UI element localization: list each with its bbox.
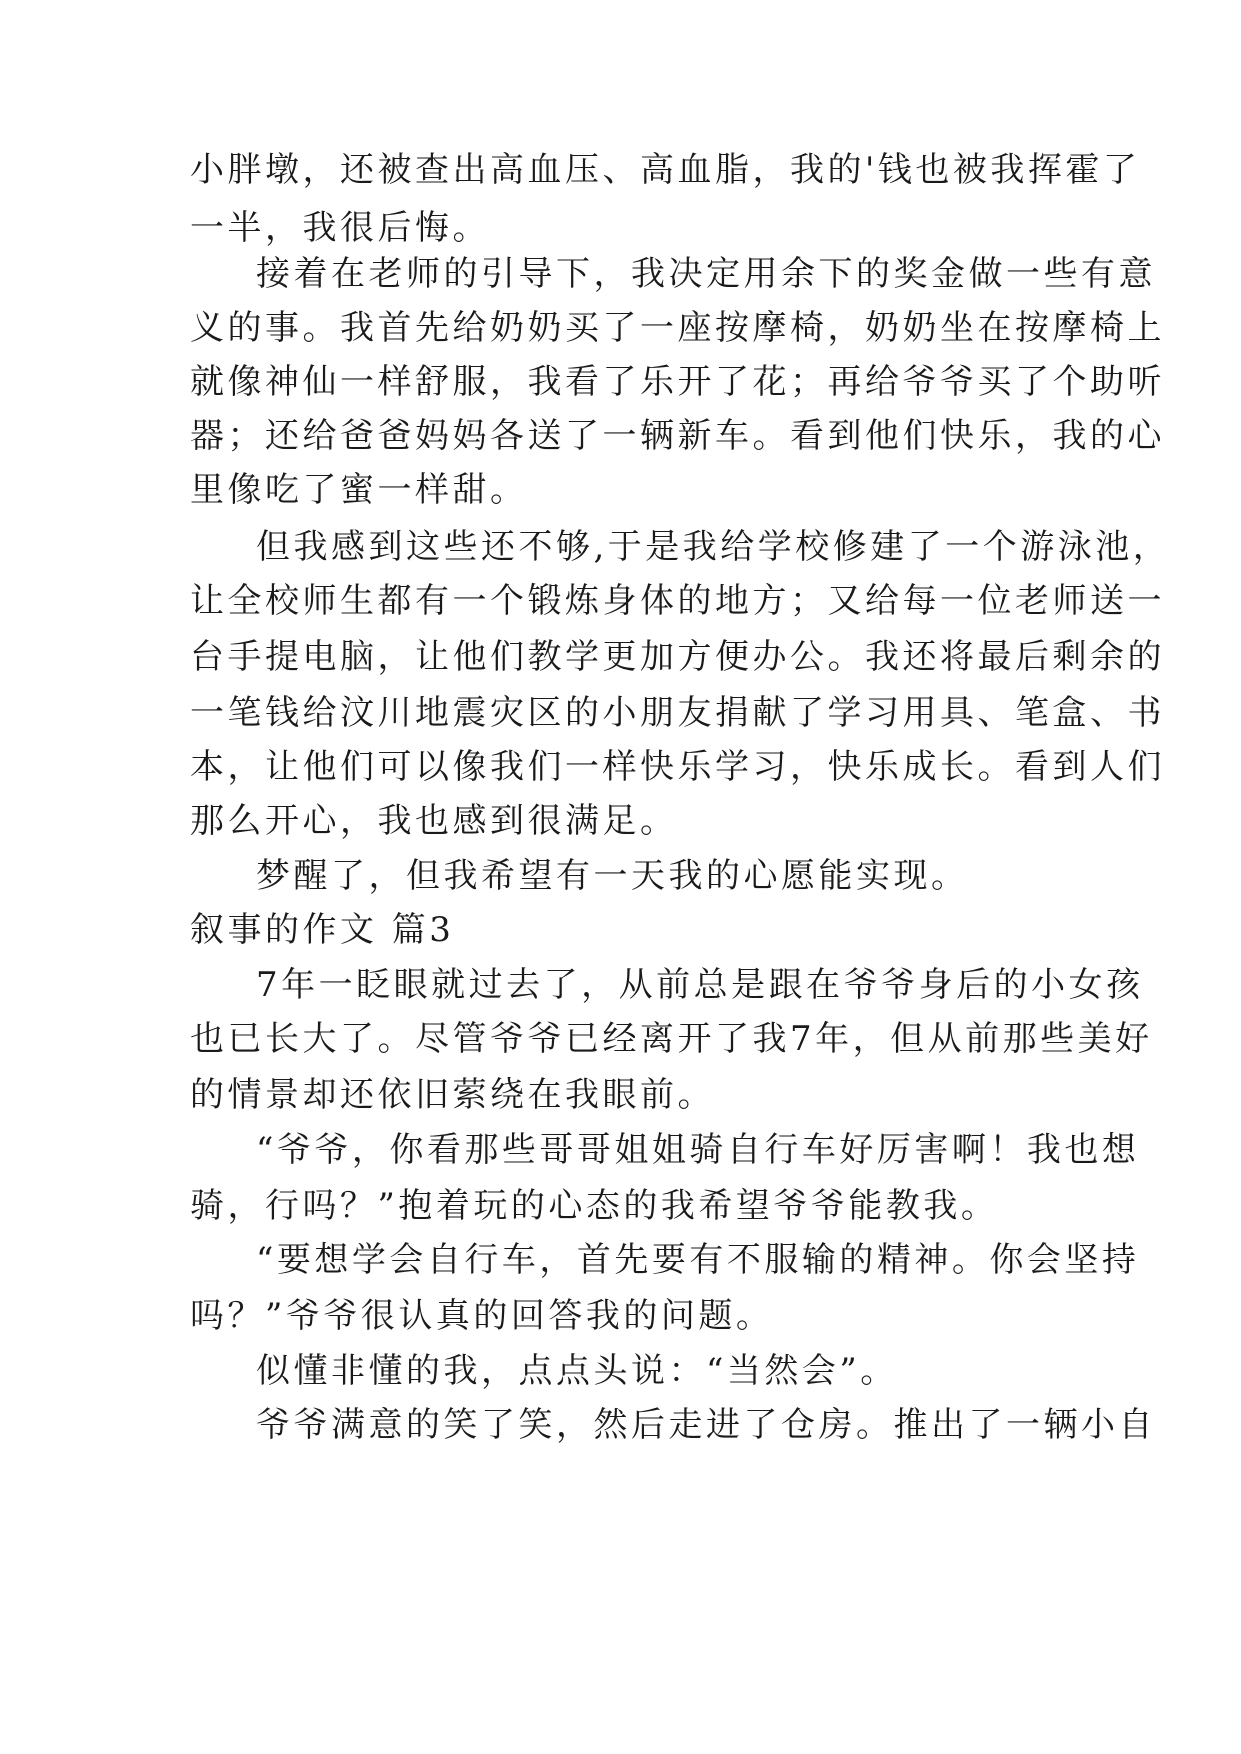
- text-line: 的情景却还依旧萦绕在我眼前。: [190, 1075, 715, 1115]
- text-line: 就像神仙一样舒服，我看了乐开了花；再给爷爷买了个助听: [190, 362, 1165, 402]
- text-line: 吗？”爷爷很认真的回答我的问题。: [190, 1296, 774, 1336]
- text-line: 里像吃了蜜一样甜。: [190, 470, 528, 510]
- text-line: 台手提电脑，让他们教学更加方便办公。我还将最后剩余的: [190, 637, 1165, 677]
- text-line: 那么开心，我也感到很满足。: [190, 801, 678, 841]
- text-line: 义的事。我首先给奶奶买了一座按摩椅，奶奶坐在按摩椅上: [190, 308, 1165, 348]
- section-heading: 叙事的作文 篇3: [190, 910, 455, 950]
- text-line: 让全校师生都有一个锻炼身体的地方；又给每一位老师送一: [190, 581, 1165, 621]
- text-line: 7年一眨眼就过去了，从前总是跟在爷爷身后的小女孩: [256, 965, 1144, 1005]
- text-line: 似懂非懂的我，点点头说：“当然会”。: [256, 1351, 898, 1391]
- text-line: 爷爷满意的笑了笑，然后走进了仓房。推出了一辆小自: [256, 1405, 1156, 1445]
- text-line: “要想学会自行车，首先要有不服输的精神。你会坚持: [256, 1240, 1140, 1280]
- text-line: 小胖墩，还被查出高血压、高血脂，我的'钱也被我挥霍了: [190, 150, 1141, 190]
- text-line: 也已长大了。尽管爷爷已经离开了我7年，但从前那些美好: [190, 1019, 1153, 1059]
- text-line: 本，让他们可以像我们一样快乐学习，快乐成长。看到人们: [190, 747, 1165, 787]
- text-line: 骑，行吗？”抱着玩的心态的我希望爷爷能教我。: [190, 1186, 999, 1226]
- text-line: 但我感到这些还不够,于是我给学校修建了一个游泳池，: [256, 527, 1171, 567]
- text-line: 梦醒了，但我希望有一天我的心愿能实现。: [256, 856, 969, 896]
- text-line: “爷爷，你看那些哥哥姐姐骑自行车好厉害啊！我也想: [256, 1130, 1140, 1170]
- text-line: 接着在老师的引导下，我决定用余下的奖金做一些有意: [256, 254, 1156, 294]
- text-line: 一半，我很后悔。: [190, 208, 490, 248]
- text-line: 器；还给爸爸妈妈各送了一辆新车。看到他们快乐，我的心: [190, 416, 1165, 456]
- text-line: 一笔钱给汶川地震灾区的小朋友捐献了学习用具、笔盒、书: [190, 693, 1165, 733]
